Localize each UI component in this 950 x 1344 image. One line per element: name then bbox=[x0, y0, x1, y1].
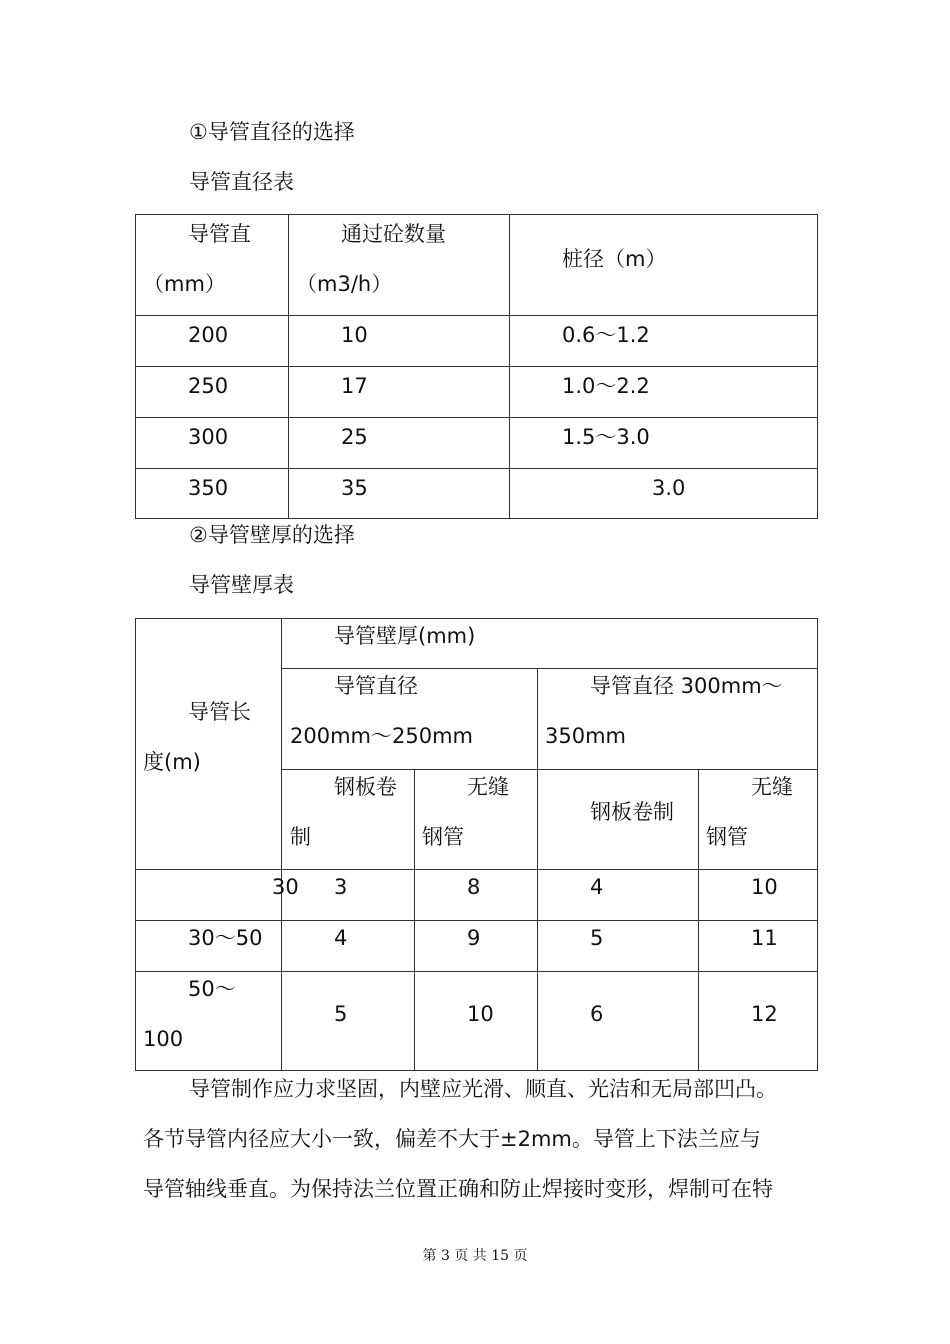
paragraph-line-1: 导管制作应力求坚固，内壁应光滑、顺直、光洁和无局部凹凸。 bbox=[189, 1077, 777, 1101]
header-group2-cell bbox=[538, 669, 818, 770]
rolled1-value: 5 bbox=[334, 1002, 348, 1026]
pile-value: 3.0 bbox=[652, 476, 686, 500]
header-volume-line1: 通过砼数量 bbox=[341, 222, 446, 246]
header-rolled2-cell bbox=[538, 770, 699, 870]
table-row bbox=[136, 469, 818, 519]
table-header-row bbox=[136, 215, 818, 316]
seamless1-value: 8 bbox=[467, 875, 481, 899]
header-pile-label: 桩径（m） bbox=[562, 247, 667, 271]
diameter-value: 350 bbox=[188, 476, 229, 500]
header-volume-line2: （m3/h） bbox=[296, 272, 393, 296]
table-row bbox=[136, 367, 818, 418]
table-row bbox=[136, 316, 818, 367]
header-diameter-line1: 导管直 bbox=[188, 222, 251, 246]
table-row bbox=[136, 921, 818, 972]
section2-heading: ②导管壁厚的选择 bbox=[189, 523, 355, 547]
header-thickness-cell bbox=[282, 619, 818, 669]
length-value-line1: 50～ bbox=[188, 977, 236, 1001]
seamless2-value: 12 bbox=[751, 1002, 778, 1026]
header-diameter-cell bbox=[136, 215, 289, 316]
seamless2-value: 11 bbox=[751, 926, 778, 950]
header-group1-line2: 200mm～250mm bbox=[290, 724, 473, 748]
volume-value: 17 bbox=[341, 374, 368, 398]
header-group1-cell bbox=[282, 669, 538, 770]
seamless1-value: 9 bbox=[467, 926, 481, 950]
seamless2-value: 10 bbox=[751, 875, 778, 899]
rolled2-value: 6 bbox=[590, 1002, 604, 1026]
diameter-value: 300 bbox=[188, 425, 229, 449]
header-rolled1-cell bbox=[282, 770, 415, 870]
header-pile-cell bbox=[510, 215, 818, 316]
table-header-row bbox=[136, 619, 818, 669]
table-row bbox=[136, 870, 818, 921]
rolled1-value: 4 bbox=[334, 926, 348, 950]
header-seamless1-line1: 无缝 bbox=[467, 775, 509, 799]
header-length-line2: 度(m) bbox=[143, 750, 201, 774]
volume-value: 10 bbox=[341, 323, 368, 347]
section1-heading: ①导管直径的选择 bbox=[189, 120, 355, 144]
diameter-value: 200 bbox=[188, 323, 229, 347]
pile-value: 1.5～3.0 bbox=[562, 425, 650, 449]
length-value: 30 bbox=[272, 875, 299, 899]
table-row bbox=[136, 972, 818, 1071]
seamless1-value: 10 bbox=[467, 1002, 494, 1026]
diameter-value: 250 bbox=[188, 374, 229, 398]
pile-value: 0.6～1.2 bbox=[562, 323, 650, 347]
header-diameter-line2: （mm） bbox=[143, 272, 226, 296]
header-seamless1-line2: 钢管 bbox=[422, 825, 464, 849]
header-length-cell bbox=[136, 619, 282, 870]
table-row bbox=[136, 418, 818, 469]
header-group2-line2: 350mm bbox=[545, 724, 626, 748]
header-group2-line1: 导管直径 300mm～ bbox=[590, 674, 783, 698]
rolled1-value: 3 bbox=[334, 875, 348, 899]
length-value: 30～50 bbox=[188, 926, 263, 950]
wall-thickness-table bbox=[135, 618, 818, 1071]
rolled2-value: 5 bbox=[590, 926, 604, 950]
page-footer: 第 3 页 共 15 页 bbox=[422, 1248, 528, 1264]
volume-value: 35 bbox=[341, 476, 368, 500]
header-seamless2-line2: 钢管 bbox=[706, 825, 748, 849]
rolled2-value: 4 bbox=[590, 875, 604, 899]
paragraph-line-3: 导管轴线垂直。为保持法兰位置正确和防止焊接时变形，焊制可在特 bbox=[143, 1177, 773, 1201]
length-value-line2: 100 bbox=[143, 1027, 184, 1051]
header-seamless2-cell bbox=[699, 770, 818, 870]
header-seamless2-line1: 无缝 bbox=[751, 775, 793, 799]
pile-value: 1.0～2.2 bbox=[562, 374, 650, 398]
volume-value: 25 bbox=[341, 425, 368, 449]
section1-table-title: 导管直径表 bbox=[189, 170, 294, 194]
paragraph-line-2: 各节导管内径应大小一致，偏差不大于±2mm。导管上下法兰应与 bbox=[143, 1127, 761, 1151]
header-rolled1-line1: 钢板卷 bbox=[334, 775, 397, 799]
header-rolled1-line2: 制 bbox=[290, 825, 311, 849]
section2-table-title: 导管壁厚表 bbox=[189, 573, 294, 597]
pipe-diameter-table bbox=[135, 214, 818, 519]
header-group1-line1: 导管直径 bbox=[334, 674, 418, 698]
header-seamless1-cell bbox=[415, 770, 538, 870]
header-thickness-label: 导管壁厚(mm) bbox=[334, 624, 476, 648]
header-volume-cell bbox=[289, 215, 510, 316]
header-length-line1: 导管长 bbox=[188, 700, 251, 724]
header-rolled2-label: 钢板卷制 bbox=[590, 800, 674, 824]
